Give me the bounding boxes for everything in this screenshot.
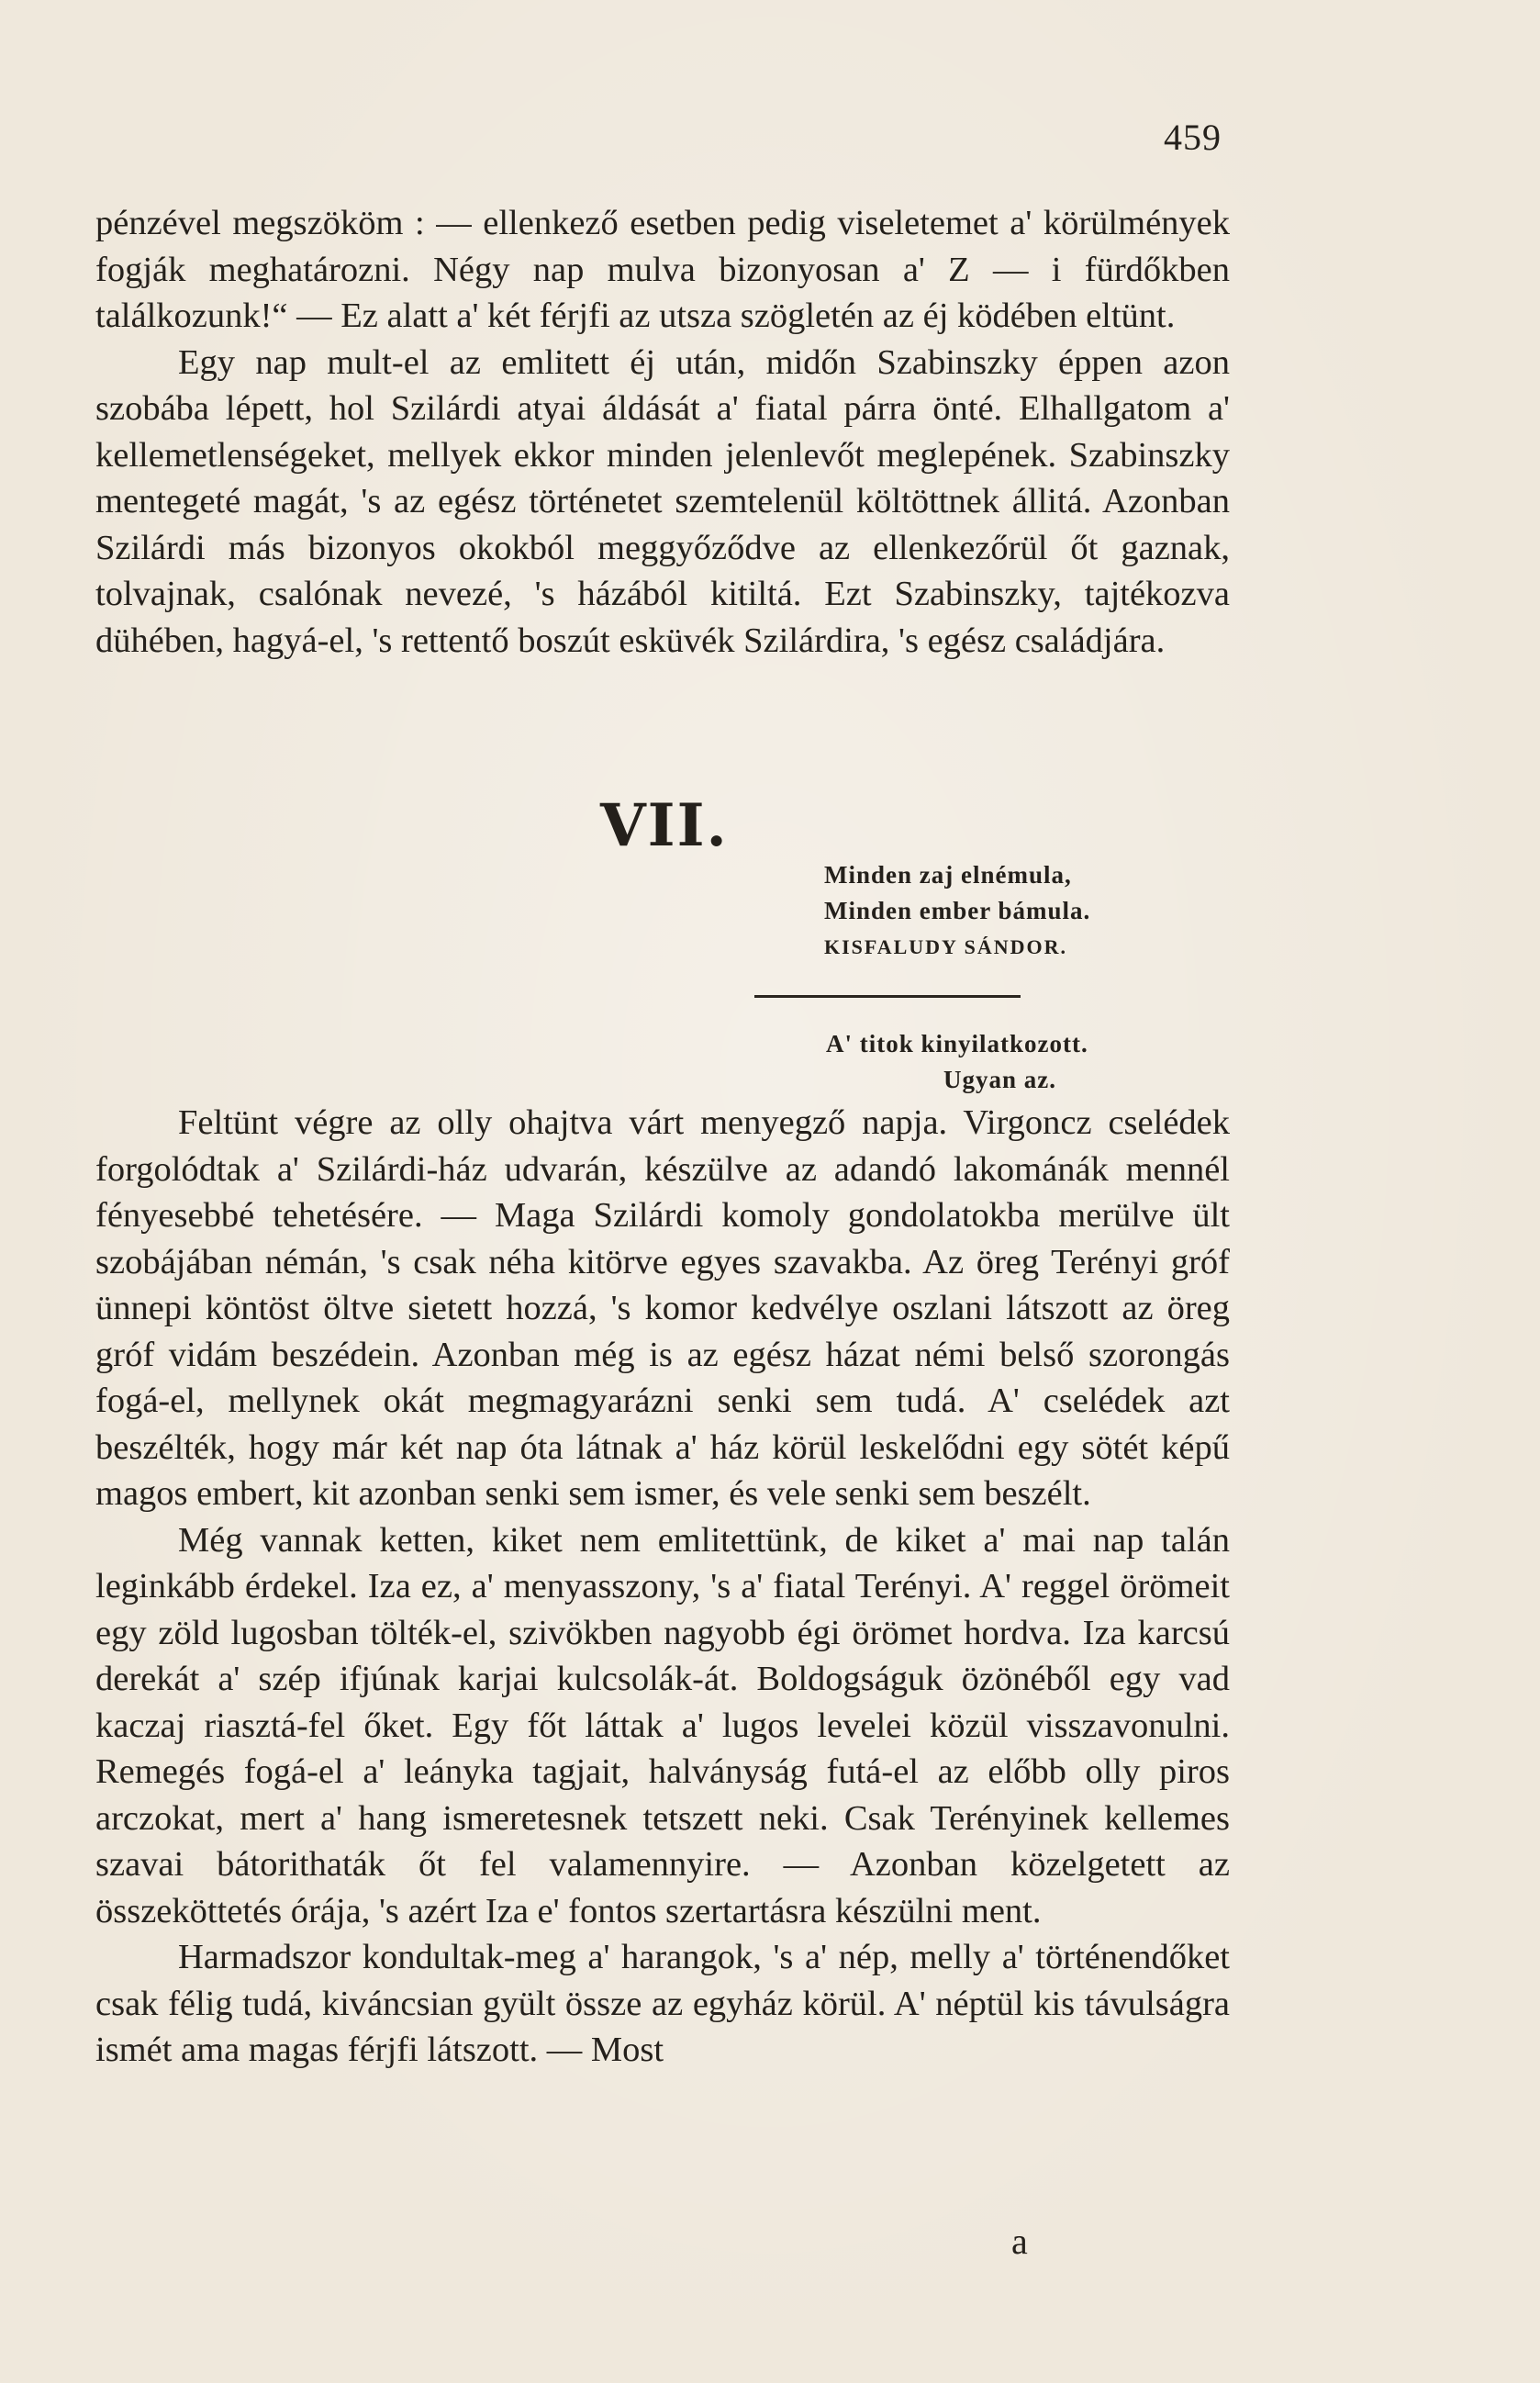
paragraph: Feltünt végre az olly ohajtva várt menyegző napja. Virgoncz cselédek forgolódtak a' Szilárdi-ház udvarán, készülve az adandó lakománák mennél fényesebbé tehetésére. — Maga Szilárdi komoly gondolatokba merülve ült szobájában némán, 's csak néha kitörve egyes szavakba. Az öreg Terényi gróf ünnepi köntöst öltve sietett hozzá, 's komor kedvélye oszlani látszott az öreg gróf vidám beszédein. Azonban még is az egész házat némi belső szorongás fogá-el, mellynek okát megmagyarázni senki sem tudá. A' cselédek azt beszélték, hogy már két nap óta látnak a' ház körül leskelődni egy sötét képű magos embert, kit azonban senki sem ismer, és vele senki sem beszélt. xyxy=(95,1103,1230,1513)
epigraph-author: KISFALUDY SÁNDOR. xyxy=(824,935,1068,958)
text-block-upper xyxy=(95,200,1230,664)
chapter-heading: VII. xyxy=(600,791,729,860)
page-number: 459 xyxy=(1164,117,1222,158)
epigraph-line: A' titok kinyilatkozott. xyxy=(826,1030,1088,1057)
epigraph-line: Minden zaj elnémula, xyxy=(824,861,1072,889)
text-block-lower xyxy=(95,1100,1230,2074)
epigraph-kisfaludy xyxy=(824,857,1173,965)
epigraph-second xyxy=(826,1026,1156,1098)
epigraph-line: Minden ember bámula. xyxy=(824,897,1091,924)
paragraph: Harmadszor kondultak-meg a' harangok, 's a' nép, melly a' történendőket csak félig tudá, kiváncsian gyült össze az egyház körül. A' néptül kis távulságra ismét ama magas férjfi látszott. — Most xyxy=(95,1938,1230,2069)
paragraph: pénzével megszököm : — ellenkező esetben pedig viseletemet a' körülmények fogják meghatározni. Négy nap mulva bizonyosan a' Z — i fürdőkben találkozunk!“ — Ez alatt a' két férjfi az utsza szögletén az éj ködében eltünt. xyxy=(95,204,1230,335)
epigraph-source: Ugyan az. xyxy=(943,1066,1056,1093)
divider-rule xyxy=(754,995,1021,998)
catchword: a xyxy=(1011,2221,1028,2262)
paragraph: Egy nap mult-el az emlitett éj után, midőn Szabinszky éppen azon szobába lépett, hol Szilárdi atyai áldását a' fiatal párra önté. Elhallgatom a' kellemetlenségeket, mellyek ekkor minden jelenlevőt meglepének. Szabinszky mentegeté magát, 's az egész történetet szemtelenül költöttnek állitá. Azonban Szilárdi más bizonyos okokból meggyőződve az ellenkezőrül őt gaznak, tolvajnak, csalónak nevezé, 's házából kitiltá. Ezt Szabinszky, tajtékozva dühében, hagyá-el, 's rettentő boszút esküvék Szilárdira, 's egész családjára. xyxy=(95,342,1230,660)
paragraph: Még vannak ketten, kiket nem emlitettünk, de kiket a' mai nap talán leginkább érdekel. Iza ez, a' menyasszony, 's a' fiatal Terényi. A' reggel örömeit egy zöld lugosban tölték-el, szivökben nagyobb égi örömet hordva. Iza karcsú derekát a' szép ifjúnak karjai kulcsolák-át. Boldogságuk özönéből egy vad kaczaj riasztá-fel őket. Egy főt láttak a' lugos levelei közül visszavonulni. Remegés fogá-el a' leányka tagjait, halványság futá-el az előbb olly piros arczokat, mert a' hang ismeretesnek tetszett neki. Csak Terényinek kellemes szavai bátorithaták őt fel valamennyire. — Azonban közelgetett az összeköttetés órája, 's azért Iza e' fontos szertartásra készülni ment. xyxy=(95,1520,1230,1930)
